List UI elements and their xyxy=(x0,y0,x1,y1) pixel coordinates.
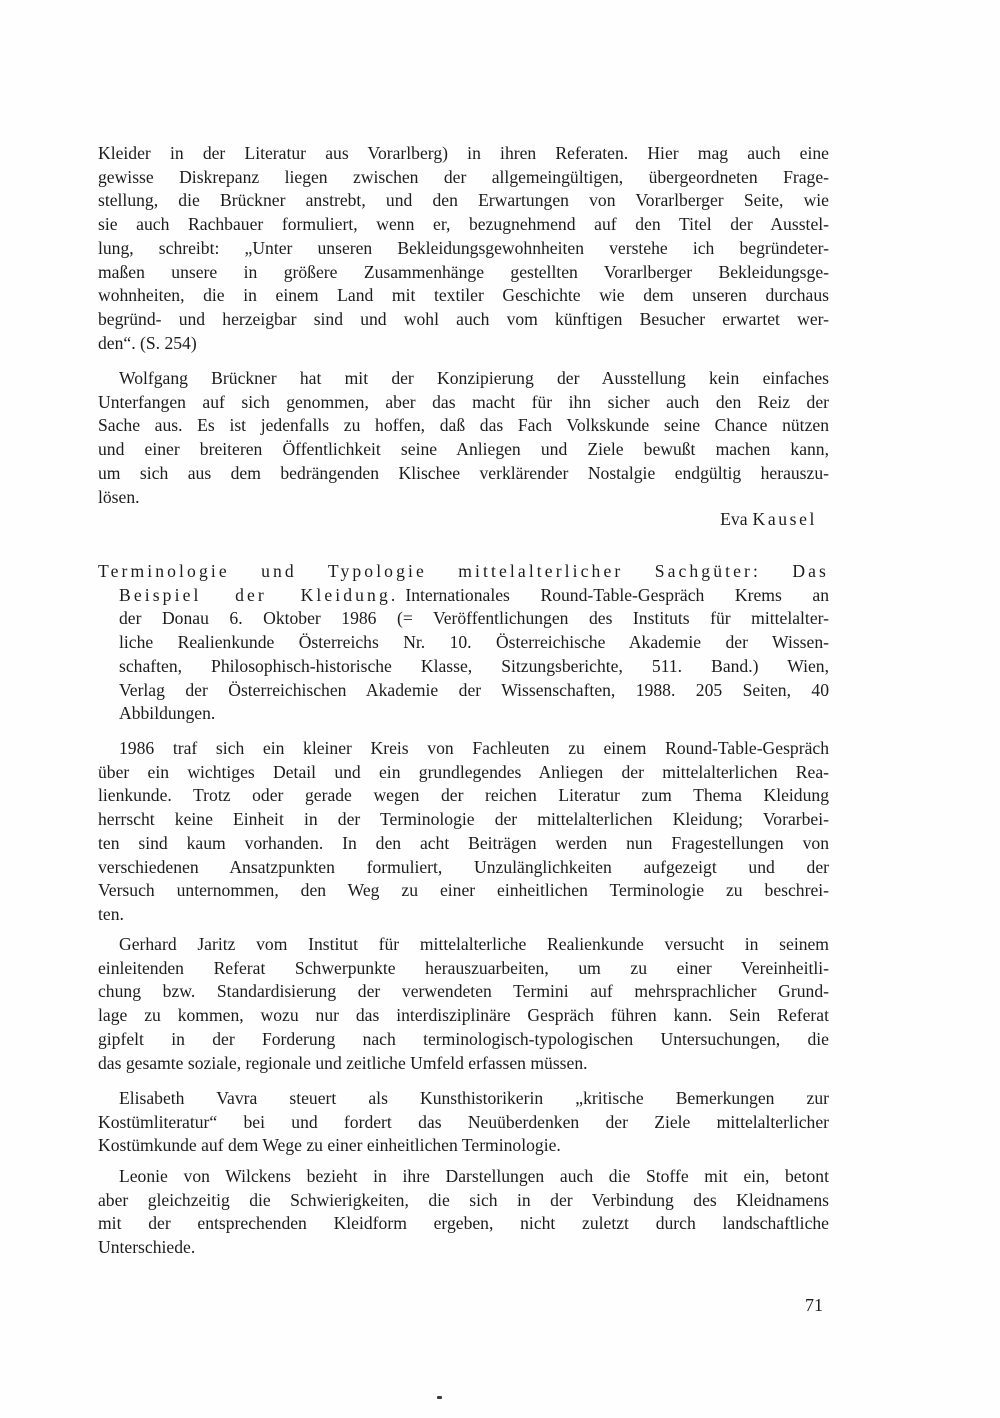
text-line: einleitenden Referat Schwerpunkte herauszuarbeiten, um zu einer Vereinheitli- xyxy=(98,957,829,978)
text-line: lösen. xyxy=(98,486,140,507)
text-line: stellung, die Brückner anstrebt, und den Erwartungen von Vorarlberger Seite, wie xyxy=(98,190,829,211)
text-line: verschiedenen Ansatzpunkten formuliert, Unzulänglichkeiten aufgezeigt und der xyxy=(98,856,829,877)
text-line: Gerhard Jaritz vom Institut für mittelalterliche Realienkunde versucht in seinem xyxy=(119,934,829,954)
text-line: Kostümliteratur“ bei und fordert das Neuüberdenken der Ziele mittelalterlicher xyxy=(98,1111,829,1132)
text-line: gipfelt in der Forderung nach terminologisch-typologischen Untersuchungen, die xyxy=(98,1028,829,1049)
text-line: mit der entsprechenden Kleidform ergeben, nicht zuletzt durch landschaftliche xyxy=(98,1213,829,1234)
text-line: Elisabeth Vavra steuert als Kunsthistorikerin „kritische Bemerkungen zur xyxy=(119,1088,829,1108)
heading-line-2-spaced-part: Beispiel der Kleidung. xyxy=(119,584,399,605)
paragraph-gerhard-jaritz xyxy=(98,933,829,1075)
text-line: lienkunde. Trotz oder gerade wegen der reichen Literatur zum Thema Kleidung xyxy=(98,785,829,806)
review-heading-terminologie xyxy=(98,560,829,726)
text-line: und einer breiteren Öffentlichkeit seine Anliegen und Ziele bewußt machen kann, xyxy=(98,439,829,460)
text-line: Kostümkunde auf dem Wege zu einer einheitlichen Terminologie. xyxy=(98,1135,561,1156)
reviewer-signature xyxy=(98,508,829,532)
text-line: chung bzw. Standardisierung der verwendeten Termini auf mehrsprachlicher Grund- xyxy=(98,981,829,1002)
paragraph-1986-round-table xyxy=(98,737,829,927)
heading-line-2 xyxy=(98,584,829,608)
heading-line-1: Terminologie und Typologie mittelalterlicher Sachgüter: Das xyxy=(98,561,829,581)
text-line: das gesamte soziale, regionale und zeitliche Umfeld erfassen müssen. xyxy=(98,1052,588,1073)
text-line: Kleider in der Literatur aus Vorarlberg) in ihren Referaten. Hier mag auch eine xyxy=(98,143,829,163)
text-line: der Donau 6. Oktober 1986 (= Veröffentlichungen des Instituts für mittelalter- xyxy=(119,608,829,629)
text-line: Leonie von Wilckens bezieht in ihre Darstellungen auch die Stoffe mit ein, betont xyxy=(119,1166,829,1186)
paragraph-leonie-von-wilckens xyxy=(98,1165,829,1260)
text-line: lage zu kommen, wozu nur das interdisziplinäre Gespräch führen kann. Sein Referat xyxy=(98,1005,829,1026)
text-line: Abbildungen. xyxy=(119,703,216,724)
text-line: wohnheiten, die in einem Land mit textiler Geschichte wie dem unseren durchaus xyxy=(98,285,829,306)
heading-line-2-normal-part: Internationales Round-Table-Gespräch Krems an xyxy=(405,584,829,605)
paragraph-brueckner xyxy=(98,367,829,509)
text-line: aber gleichzeitig die Schwierigkeiten, die sich in der Verbindung des Kleidnamens xyxy=(98,1189,829,1210)
paragraph-kleider-closing xyxy=(98,142,829,355)
text-line: lung, schreibt: „Unter unseren Bekleidungsgewohnheiten verstehe ich begründeter- xyxy=(98,237,829,258)
text-line: liche Realienkunde Österreichs Nr. 10. Österreichische Akademie der Wissen- xyxy=(119,632,829,653)
text-line: ten. xyxy=(98,903,124,924)
text-line: gewisse Diskrepanz liegen zwischen der allgemeingültigen, übergeordneten Frage- xyxy=(98,166,829,187)
text-line: Versuch unternommen, den Weg zu einer einheitlichen Terminologie zu beschrei- xyxy=(98,880,829,901)
text-line: über ein wichtiges Detail und ein grundlegendes Anliegen der mittelalterlichen Rea- xyxy=(98,761,829,782)
text-line: ten sind kaum vorhanden. In den acht Beiträgen werden nun Fragestellungen von xyxy=(98,832,829,853)
text-line: sie auch Rachbauer formuliert, wenn er, bezugnehmend auf den Titel der Ausstel- xyxy=(98,214,829,235)
text-line: maßen unsere in größere Zusammenhänge gestellten Vorarlberger Bekleidungsge- xyxy=(98,261,829,282)
text-line: Wolfgang Brückner hat mit der Konzipierung der Ausstellung kein einfaches xyxy=(119,368,829,388)
text-line: 1986 traf sich ein kleiner Kreis von Fachleuten zu einem Round-Table-Gespräch xyxy=(119,738,829,758)
reviewer-first-name: Eva xyxy=(720,509,748,529)
text-line: den“. (S. 254) xyxy=(98,332,197,353)
text-line: schaften, Philosophisch-historische Klasse, Sitzungsberichte, 511. Band.) Wien, xyxy=(119,655,829,676)
text-line: Unterschiede. xyxy=(98,1237,196,1258)
text-line: Verlag der Österreichischen Akademie der Wissenschaften, 1988. 205 Seiten, 40 xyxy=(119,679,829,700)
text-line: Unterfangen auf sich genommen, aber das macht für ihn sicher auch den Reiz der xyxy=(98,391,829,412)
text-line: Sache aus. Es ist jedenfalls zu hoffen, daß das Fach Volkskunde seine Chance nützen xyxy=(98,415,829,436)
text-line: begründ- und herzeigbar sind und wohl auch vom künftigen Besucher erwartet wer- xyxy=(98,308,829,329)
scan-artifact-speck xyxy=(437,1396,442,1399)
heading-continuation xyxy=(98,607,829,726)
text-line: herrscht keine Einheit in der Terminologie der mittelalterlichen Kleidung; Vorarbei- xyxy=(98,809,829,830)
page-number: 71 xyxy=(805,1295,823,1315)
paragraph-elisabeth-vavra xyxy=(98,1087,829,1158)
text-line: um sich aus dem bedrängenden Klischee verklärender Nostalgie endgültig herauszu- xyxy=(98,462,829,483)
reviewer-last-name: Kausel xyxy=(752,509,817,529)
